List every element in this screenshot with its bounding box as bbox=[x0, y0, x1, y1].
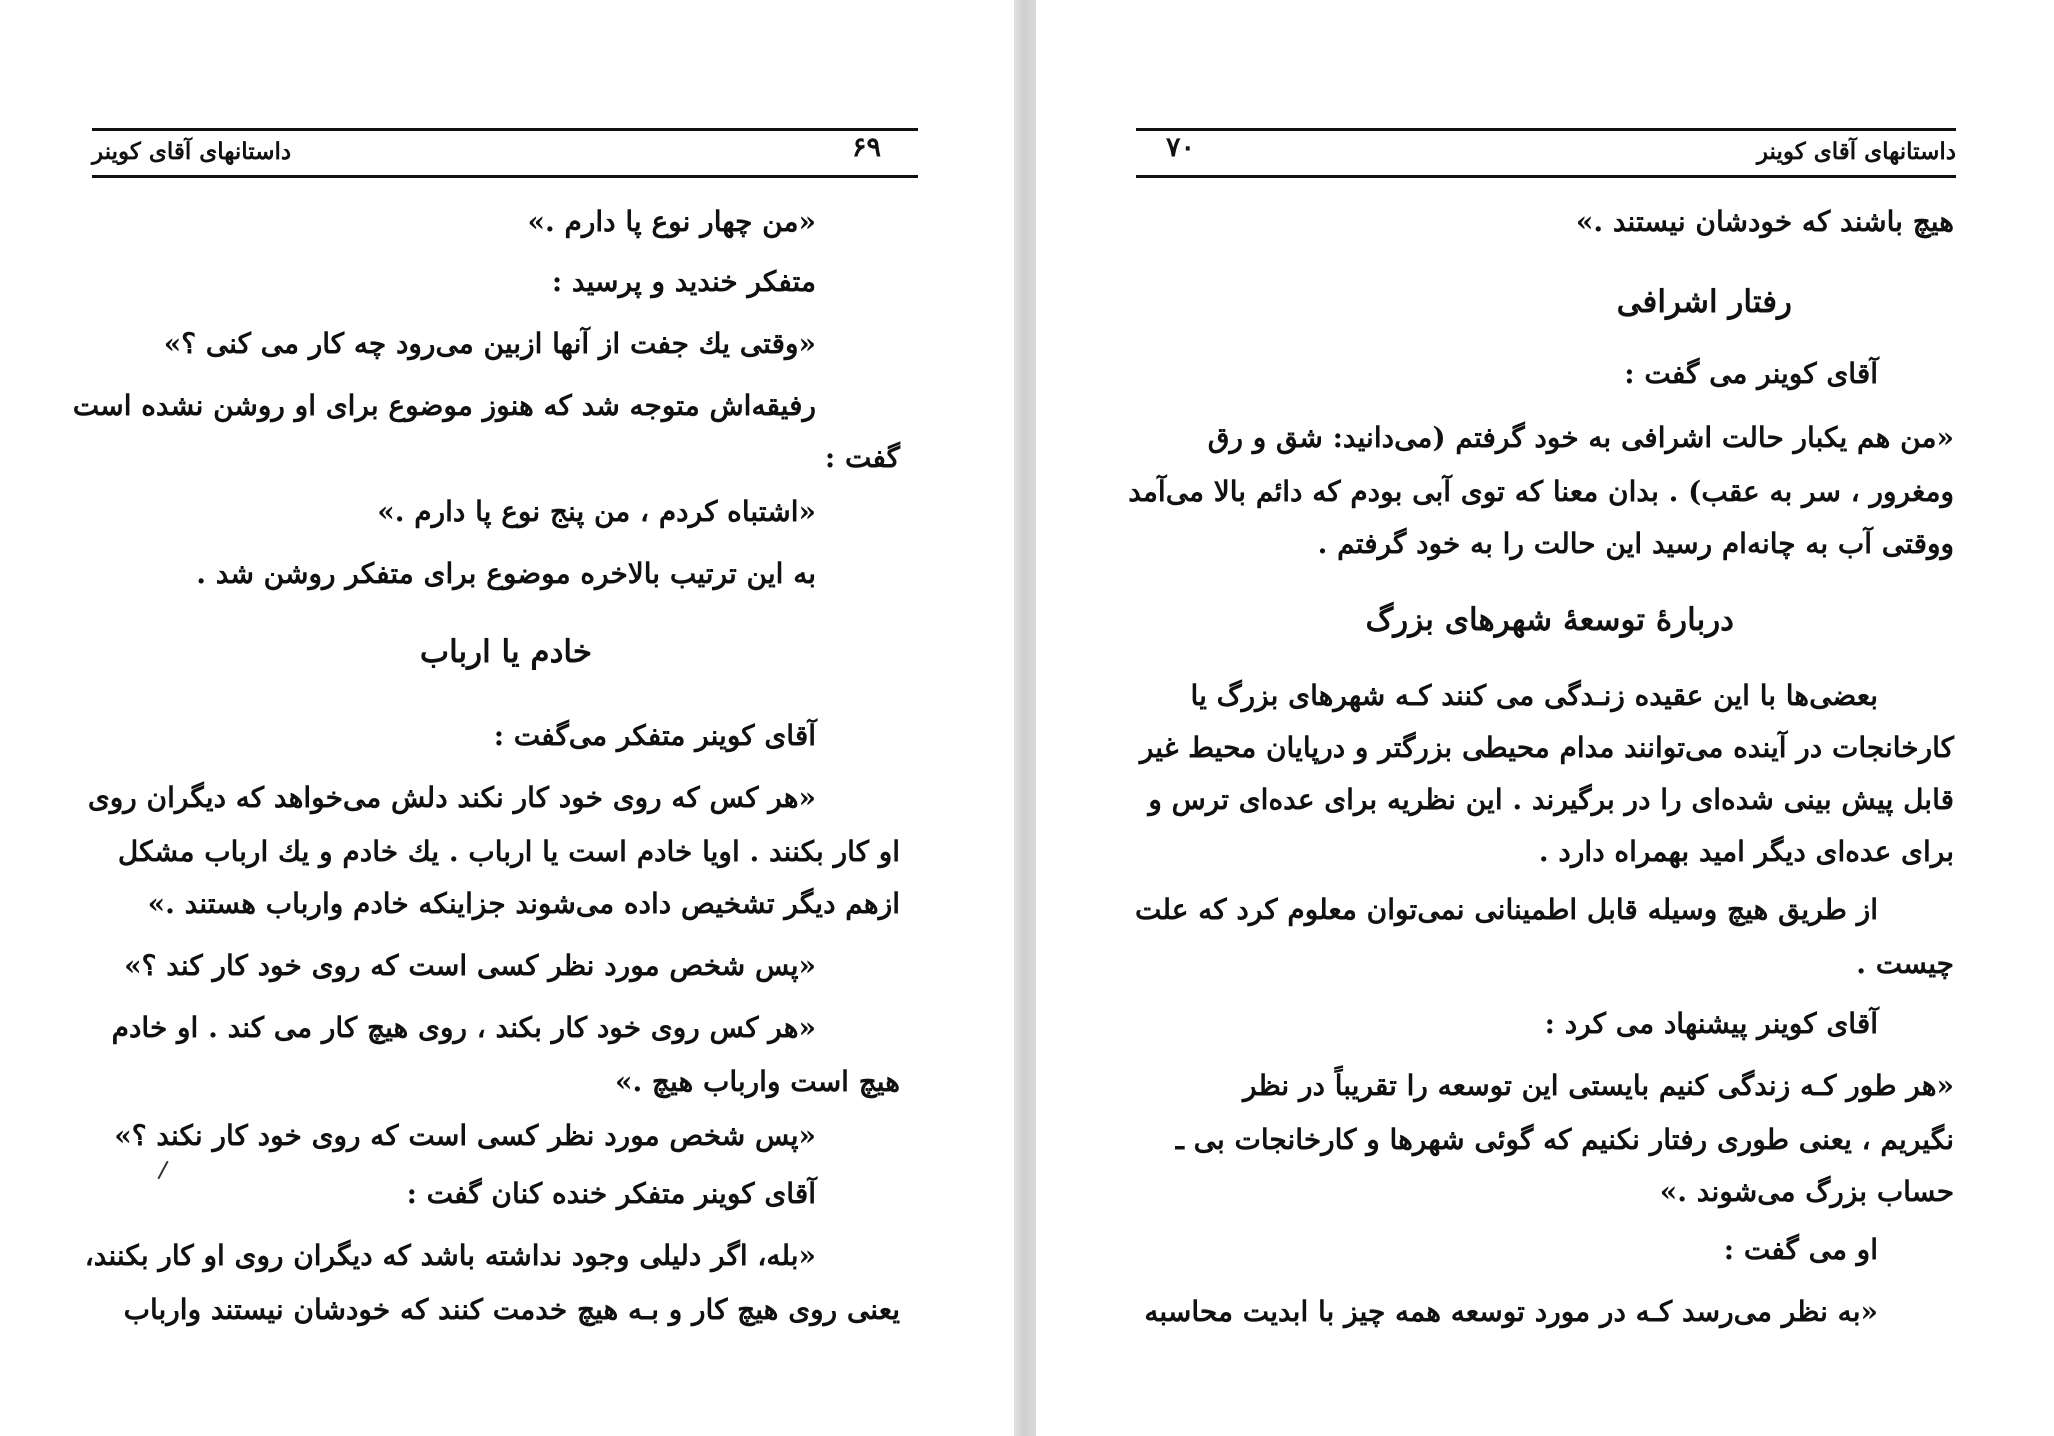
header-bottom-rule bbox=[1136, 175, 1956, 178]
page-number: ۶۹ bbox=[852, 132, 882, 163]
text-line: «هر طور کـه زندگی کنیم بایستی این توسعه را تقریباً در نظر bbox=[1243, 1069, 1954, 1102]
text-line: «پس شخص مورد نظر کسی است که روی خود کار کند ؟» bbox=[124, 949, 816, 982]
book-gutter bbox=[1014, 0, 1036, 1436]
text-line: او کار بکنند . اویا خادم است یا ارباب . یك خادم و یك ارباب مشکل bbox=[117, 835, 900, 868]
section-heading: رفتار اشرافی bbox=[1616, 284, 1792, 320]
text-line: چیست . bbox=[1856, 947, 1954, 980]
text-line: هیچ است وارباب هیچ .» bbox=[614, 1065, 900, 1098]
text-line: «اشتباه کردم ، من پنج نوع پا دارم .» bbox=[377, 495, 816, 528]
text-line: متفکر خندید و پرسید : bbox=[551, 265, 816, 298]
right-page-header bbox=[1136, 128, 1956, 178]
text-line: آقای کوینر متفکر می‌گفت : bbox=[493, 719, 816, 752]
text-line: بعضی‌ها با این عقیده زنـدگی می کنند کـه شهرهای بزرگ یا bbox=[1190, 679, 1878, 712]
text-line: «پس شخص مورد نظر کسی است که روی خود کار نکند ؟» bbox=[114, 1119, 816, 1152]
right-book-page bbox=[1036, 0, 2054, 1436]
text-line: حساب بزرگ می‌شوند .» bbox=[1659, 1175, 1954, 1208]
header-bottom-rule bbox=[92, 175, 918, 178]
text-line: هیچ باشند که خودشان نیستند .» bbox=[1575, 205, 1954, 238]
text-line: آقای کوینر می گفت : bbox=[1624, 357, 1878, 390]
section-heading: دربارهٔ توسعهٔ شهرهای بزرگ bbox=[1365, 602, 1734, 638]
text-line: او می گفت : bbox=[1723, 1233, 1878, 1266]
running-title: داستانهای آقای کوینر bbox=[1756, 138, 1956, 165]
text-line: «من چهار نوع پا دارم .» bbox=[527, 205, 816, 238]
text-line: «هر کس روی خود کار بکند ، روی هیچ کار می کند . او خادم bbox=[111, 1011, 816, 1044]
text-line: از طریق هیچ وسیله قابل اطمینانی نمی‌توان معلوم کرد که علت bbox=[1135, 893, 1878, 926]
text-line: قابل پیش بینی شده‌ای را در برگیرند . این نظریه برای عده‌ای ترس و bbox=[1148, 783, 1954, 816]
text-line: آقای کوینر متفکر خنده کنان گفت : bbox=[406, 1177, 816, 1210]
text-line: آقای کوینر پیشنهاد می کرد : bbox=[1544, 1007, 1878, 1040]
text-line: «بله، اگر دلیلی وجود نداشته باشد که دیگران روی او کار بکنند، bbox=[84, 1239, 816, 1272]
text-line: ازهم دیگر تشخیص داده می‌شوند جزاینکه خادم وارباب هستند .» bbox=[147, 887, 900, 920]
text-line: به این ترتیب بالاخره موضوع برای متفکر روشن شد . bbox=[196, 557, 816, 590]
text-line: گفت : bbox=[824, 441, 900, 474]
page-number: ۷۰ bbox=[1166, 132, 1196, 163]
text-line: «به نظر می‌رسد کـه در مورد توسعه همه چیز با ابدیت محاسبه bbox=[1144, 1295, 1878, 1328]
text-line: «وقتی یك جفت از آنها ازبین می‌رود چه کار می کنی ؟» bbox=[163, 327, 816, 360]
text-line: ووقتی آب به چانه‌ام رسید این حالت را به خود گرفتم . bbox=[1317, 527, 1954, 560]
header-top-rule bbox=[92, 128, 918, 131]
text-line: نگیریم ، یعنی طوری رفتار نکنیم که گوئی شهرها و کارخانجات بی ـ bbox=[1175, 1123, 1954, 1156]
text-line: برای عده‌ای دیگر امید بهمراه دارد . bbox=[1538, 835, 1954, 868]
header-top-rule bbox=[1136, 128, 1956, 131]
text-line: ومغرور ، سر به عقب) . بدان معنا که توی آبی بودم که دائم بالا می‌آمد bbox=[1128, 475, 1954, 508]
running-title: داستانهای آقای کوینر bbox=[92, 138, 292, 165]
text-line: «هر کس که روی خود کار نکند دلش می‌خواهد که دیگران روی bbox=[87, 781, 816, 814]
text-line: «من هم یکبار حالت اشرافی به خود گرفتم (می‌دانید: شق و رق bbox=[1207, 421, 1954, 454]
left-book-page bbox=[0, 0, 1014, 1436]
text-line: کارخانجات در آینده می‌توانند مدام محیطی بزرگتر و درپایان محیط غیر bbox=[1139, 731, 1954, 764]
text-line: یعنی روی هیچ کار و بـه هیچ خدمت کنند که خودشان نیستند وارباب bbox=[123, 1293, 900, 1326]
stray-pencil-mark bbox=[157, 1161, 168, 1180]
left-page-header bbox=[92, 128, 918, 178]
text-line: رفیقه‌اش متوجه شد که هنوز موضوع برای او روشن نشده است bbox=[72, 389, 816, 422]
section-heading: خادم یا ارباب bbox=[419, 634, 592, 670]
